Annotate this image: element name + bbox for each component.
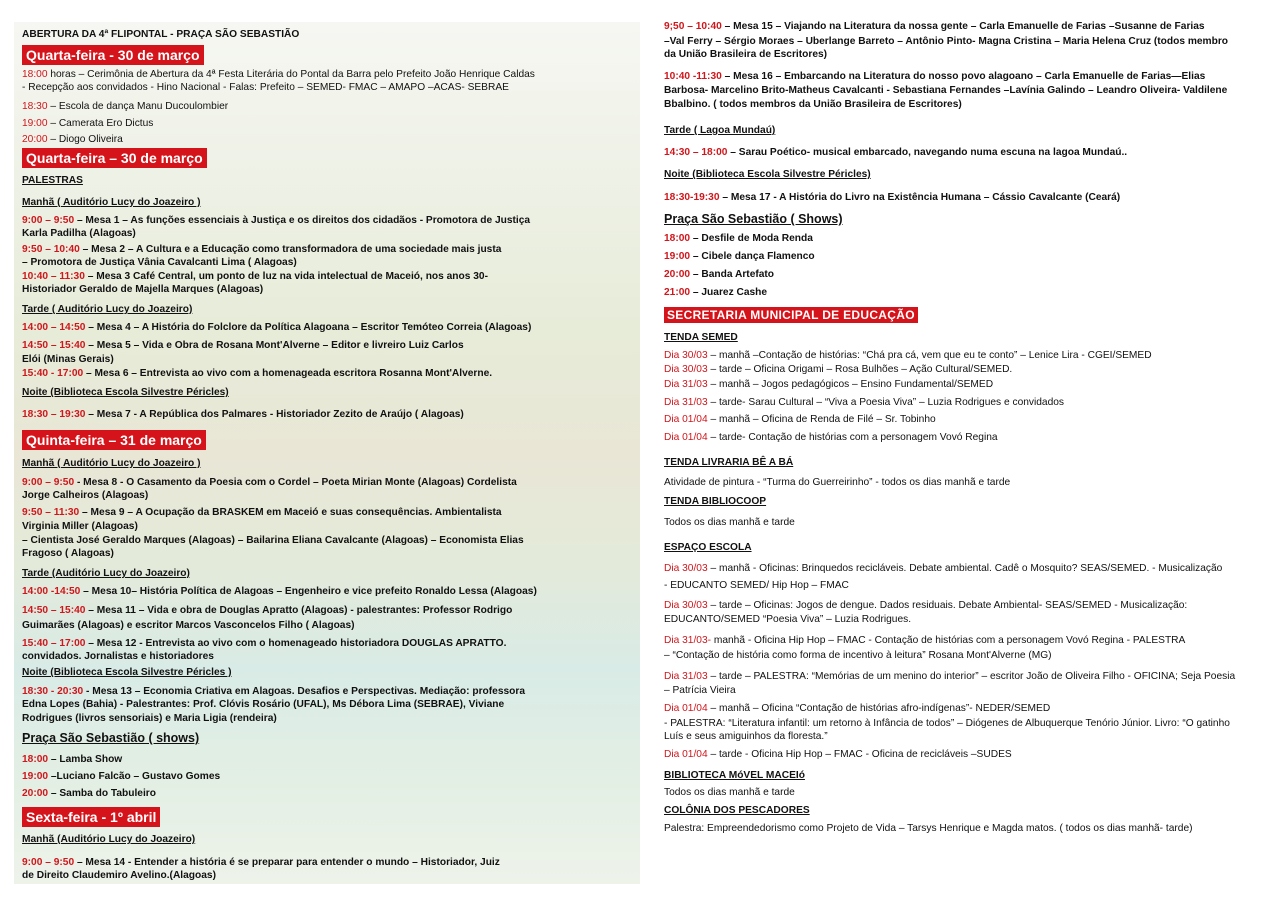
espaco-item-cont: EDUCANTO/SEMED “Poesia Viva” – Luzia Rodrigues.	[664, 614, 912, 625]
espaco-item: Dia 30/03 – manhã - Oficinas: Brinquedos recicláveis. Debate ambiental. Cadê o Mosquito? SEAS/SEMED. - Musicalização	[664, 563, 1223, 574]
mesa-item: 9;50 – 10:40 – Mesa 15 – Viajando na Literatura da nossa gente – Carla Emanuelle de Farias –Susanne de Farias	[664, 21, 1205, 32]
session-header: Manhã ( Auditório Lucy do Joazeiro )	[22, 458, 201, 469]
show-item: 21:00 – Juarez Cashe	[664, 287, 768, 298]
espaco-item: Dia 31/03 – tarde – PALESTRA: “Memórias de um menino do interior” – escritor João de Oliveira Filho - OFICINA; Seja Poesia	[664, 671, 1236, 682]
mesa-item-cont: Fragoso ( Alagoas)	[22, 548, 114, 559]
colonia-header: COLÔNIA DOS PESCADORES	[664, 805, 810, 816]
mesa-item: 10:40 – 11:30 – Mesa 3 Café Central, um ponto de luz na vida intelectual de Maceió, nos anos 30-	[22, 271, 488, 282]
mesa-item: 10:40 -11:30 – Mesa 16 – Embarcando na Literatura do nosso povo alagoano – Carla Emanuelle de Farias—Elias	[664, 71, 1206, 82]
session-header: Tarde ( Lagoa Mundaú)	[664, 125, 776, 136]
mesa-item: 18:30 - 20:30 - Mesa 13 – Economia Criativa em Alagoas. Desafios e Perspectivas. Mediação: professora	[22, 686, 526, 697]
tenda-livraria-header: TENDA LIVRARIA BÊ A BÁ	[664, 457, 794, 468]
espaco-item-cont: Luís e seus amiguinhos da floresta.”	[664, 731, 828, 742]
tenda-item: Dia 31/03 – tarde- Sarau Cultural – “Viva a Poesia Viva” – Luzia Rodrigues e convidados	[664, 397, 1065, 408]
espaco-item: Dia 31/03- manhã - Oficina Hip Hop – FMAC - Contação de histórias com a personagem Vovó Regina - PALESTRA	[664, 635, 1186, 646]
espaco-item-cont: – Patrícia Vieira	[664, 685, 736, 696]
tenda-item: Dia 30/03 – tarde – Oficina Origami – Rosa Bulhões – Ação Cultural/SEMED.	[664, 364, 1013, 375]
day-header-fri: Sexta-feira - 1º abril	[22, 807, 160, 827]
tenda-item: Dia 30/03 – manhã –Contação de histórias: “Chá pra cá, vem que eu te conto” – Lenice Lira - CGEI/SEMED	[664, 350, 1152, 361]
session-header: Tarde (Auditório Lucy do Joazeiro)	[22, 568, 190, 579]
session-header: Tarde ( Auditório Lucy do Joazeiro)	[22, 304, 193, 315]
tenda-item: Dia 01/04 – tarde- Contação de histórias com a personagem Vovó Regina	[664, 432, 998, 443]
mesa-item: 9:00 – 9:50 - Mesa 8 - O Casamento da Poesia com o Cordel – Poeta Mirian Monte (Alagoas) Cordelista	[22, 477, 517, 488]
mesa-item-cont: Historiador Geraldo de Majella Marques (Alagoas)	[22, 284, 264, 295]
mesa-item-cont: Karla Padilha (Alagoas)	[22, 228, 136, 239]
espaco-escola-header: ESPAÇO ESCOLA	[664, 542, 752, 553]
show-item: 20:00 – Diogo Oliveira	[22, 134, 123, 145]
mesa-item: 15:40 – 17:00 – Mesa 12 - Entrevista ao vivo com o homenageado historiadora DOUGLAS APRATTO.	[22, 638, 507, 649]
espaco-item-cont: - EDUCANTO SEMED/ Hip Hop – FMAC	[664, 580, 849, 591]
mesa-item: 9:00 – 9:50 – Mesa 14 - Entender a história é se preparar para entender o mundo – Historiador, Juiz	[22, 857, 500, 868]
opening-line: 18:00 horas – Cerimônia de Abertura da 4ª Festa Literária do Pontal da Barra pelo Prefeito João Henrique Caldas	[22, 69, 535, 80]
session-header: Manhã (Auditório Lucy do Joazeiro)	[22, 834, 196, 845]
mesa-item: 14:50 – 15:40 – Mesa 11 – Vida e obra de Douglas Apratto (Alagoas) - palestrantes: Professor Rodrigo	[22, 605, 513, 616]
biblioteca-movel-header: BIBLIOTECA MóVEL MACEIó	[664, 770, 805, 781]
show-item: 18:30 – Escola de dança Manu Ducoulombier	[22, 101, 229, 112]
livraria-text: Atividade de pintura - “Turma do Guerreirinho” - todos os dias manhã e tarde	[664, 477, 1011, 488]
session-header: Noite (Biblioteca Escola Silvestre Péricles )	[22, 667, 232, 678]
day-header-wed-1: Quarta-feira - 30 de março	[22, 45, 204, 65]
tenda-item: Dia 31/03 – manhã – Jogos pedagógicos – Ensino Fundamental/SEMED	[664, 379, 994, 390]
event-title: ABERTURA DA 4ª FLIPONTAL - PRAÇA SÃO SEBASTIÃO	[22, 29, 300, 40]
espaco-item: Dia 30/03 – tarde – Oficinas: Jogos de dengue. Dados residuais. Debate Ambiental- SEAS/SEMED - Musicalização:	[664, 600, 1188, 611]
show-item: 19:00 – Cibele dança Flamenco	[664, 251, 815, 262]
espaco-item: Dia 01/04 – manhã – Oficina “Contação de histórias afro-indígenas”- NEDER/SEMED	[664, 703, 1051, 714]
show-item: 19:00 –Luciano Falcão – Gustavo Gomes	[22, 771, 221, 782]
espaco-item-cont: – “Contação de história como forma de incentivo à leitura” Rosana Mont'Alverne (MG)	[664, 650, 1052, 661]
show-item: 20:00 – Banda Artefato	[664, 269, 775, 280]
mesa-item-cont: Guimarães (Alagoas) e escritor Marcos Vasconcelos Filho ( Alagoas)	[22, 620, 355, 631]
session-header: Noite (Biblioteca Escola Silvestre Péricles)	[22, 387, 229, 398]
mesa-item-cont: Barbosa- Marcelino Brito-Matheus Cavalcanti - Sebastiana Fernandes –Lavínia Galindo – Leandro Oliveira- Valdilene	[664, 85, 1228, 96]
mesa-item-cont: Jorge Calheiros (Alagoas)	[22, 490, 149, 501]
mesa-item: 14:50 – 15:40 – Mesa 5 – Vida e Obra de Rosana Mont'Alverne – Editor e livreiro Luiz Carlos	[22, 340, 464, 351]
mesa-item-cont: da União Brasileira de Escritores)	[664, 49, 828, 60]
tenda-item: Dia 01/04 – manhã – Oficina de Renda de Filé – Sr. Tobinho	[664, 414, 936, 425]
colonia-text: Palestra: Empreendedorismo como Projeto de Vida – Tarsys Henrique e Magda matos. ( todos os dias manhã- tarde)	[664, 823, 1193, 834]
show-item: 19:00 – Camerata Ero Dictus	[22, 118, 154, 129]
bibliocoop-text: Todos os dias manhã e tarde	[664, 517, 795, 528]
mesa-item: 18:30 – 19:30 – Mesa 7 - A República dos Palmares - Historiador Zezito de Araújo ( Alagoas)	[22, 409, 464, 420]
sarau-item: 14:30 – 18:00 – Sarau Poético- musical embarcado, navegando numa escuna na lagoa Mundaú..	[664, 147, 1128, 158]
day-header-wed-2: Quarta-feira – 30 de março	[22, 148, 207, 168]
mesa-item-cont: –Val Ferry – Sérgio Moraes – Uberlange Barreto – Antônio Pinto- Magna Cristina – Maria Helena Cruz (todos membro	[664, 36, 1229, 47]
mesa-item: 15:40 - 17:00 – Mesa 6 – Entrevista ao vivo com a homenageada escritora Rosanna Mont'Alverne.	[22, 368, 493, 379]
mesa-item-cont: convidados. Jornalistas e historiadores	[22, 651, 214, 662]
opening-line-cont: - Recepção aos convidados - Hino Nacional - Falas: Prefeito – SEMED- FMAC – AMAPO –ACAS- SEBRAE	[22, 82, 509, 93]
mesa-item-cont: – Cientista José Geraldo Marques (Alagoas) – Bailarina Eliana Cavalcante (Alagoas) – Economista Elias	[22, 535, 524, 546]
show-item: 18:00 – Lamba Show	[22, 754, 123, 765]
mesa-item-cont: Virginia Miller (Alagoas)	[22, 521, 138, 532]
mesa-item: 9:00 – 9:50 – Mesa 1 – As funções essenciais à Justiça e os direitos dos cidadãos - Promotora de Justiça	[22, 215, 531, 226]
tenda-bibliocoop-header: TENDA BIBLIOCOOP	[664, 496, 767, 507]
biblioteca-text: Todos os dias manhã e tarde	[664, 787, 795, 798]
mesa-item: 9:50 – 10:40 – Mesa 2 – A Cultura e a Educação como transformadora de uma sociedade mais justa	[22, 244, 502, 255]
praca-header: Praça São Sebastião ( Shows)	[664, 212, 843, 226]
mesa-item-cont: Edna Lopes (Bahia) - Palestrantes: Prof. Clóvis Rosário (UFAL), Ms Débora Lima (SEBRAE), Viviane	[22, 699, 505, 710]
session-header: Noite (Biblioteca Escola Silvestre Péricles)	[664, 169, 871, 180]
show-item: 20:00 – Samba do Tabuleiro	[22, 788, 156, 799]
mesa-item: 14:00 – 14:50 – Mesa 4 – A História do Folclore da Política Alagoana – Escritor Temóteo Correia (Alagoas)	[22, 322, 532, 333]
session-header: Manhã ( Auditório Lucy do Joazeiro )	[22, 197, 201, 208]
mesa-item: 14:00 -14:50 – Mesa 10– História Política de Alagoas – Engenheiro e vice prefeito Ronaldo Lessa (Alagoas)	[22, 586, 537, 597]
espaco-item-cont: - PALESTRA: “Literatura infantil: um retorno à Infância de todos” – Diógenes de Albuquerque Tenório Júnior. Livro: “O gatinho	[664, 718, 1230, 729]
day-header-thu: Quinta-feira – 31 de março	[22, 430, 206, 450]
show-item: 18:00 – Desfile de Moda Renda	[664, 233, 813, 244]
mesa-item: 18:30-19:30 – Mesa 17 - A História do Livro na Existência Humana – Cássio Cavalcante (Ceará)	[664, 192, 1121, 203]
praca-header: Praça São Sebastião ( shows)	[22, 731, 200, 745]
tenda-semed-header: TENDA SEMED	[664, 332, 738, 343]
espaco-item: Dia 01/04 – tarde - Oficina Hip Hop – FMAC - Oficina de recicláveis –SUDES	[664, 749, 1012, 760]
mesa-item-cont: Rodrigues (livros sensoriais) e Maria Ligia (rendeira)	[22, 713, 277, 724]
palestras-label: PALESTRAS	[22, 175, 83, 186]
secretaria-header: SECRETARIA MUNICIPAL DE EDUCAÇÃO	[664, 307, 918, 323]
mesa-item-cont: Elói (Minas Gerais)	[22, 354, 114, 365]
mesa-item-cont: de Direito Claudemiro Avelino.(Alagoas)	[22, 870, 216, 881]
mesa-item-cont: – Promotora de Justiça Vânia Cavalcanti Lima ( Alagoas)	[22, 257, 297, 268]
mesa-item: 9:50 – 11:30 – Mesa 9 – A Ocupação da BRASKEM em Maceió e suas consequências. Ambientalista	[22, 507, 502, 518]
mesa-item-cont: Bbalbino. ( todos membros da União Brasileira de Escritores)	[664, 99, 962, 110]
